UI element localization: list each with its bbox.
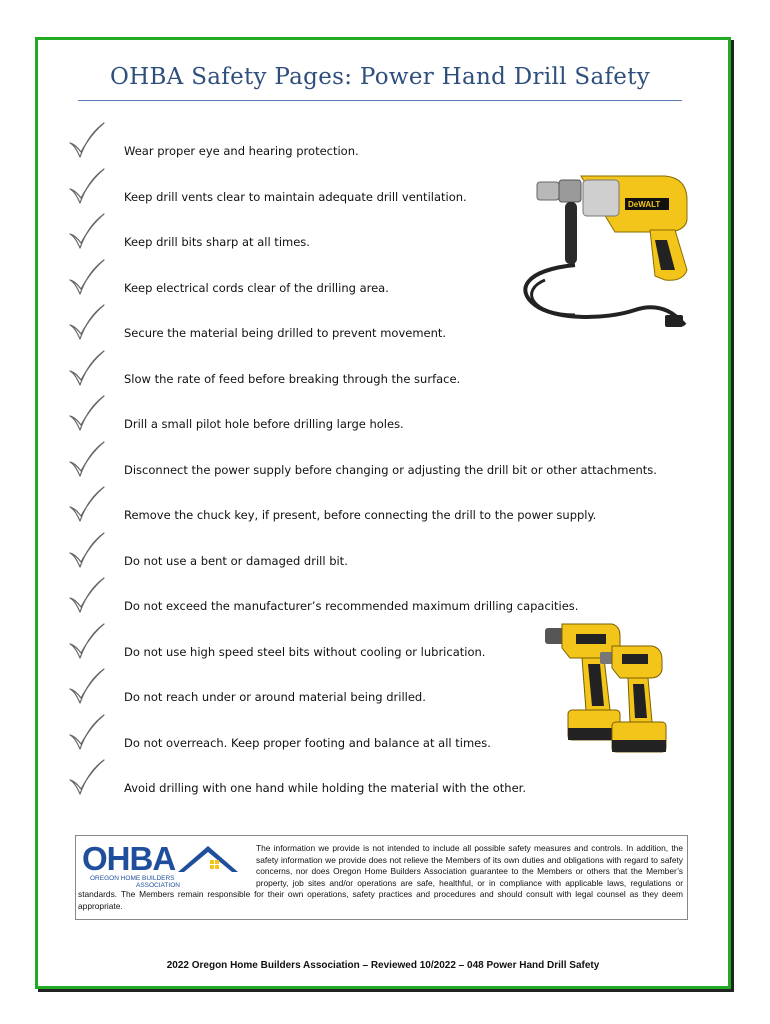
cordless-drills-image	[540, 618, 670, 758]
checkmark-icon	[66, 758, 106, 798]
page-footer: 2022 Oregon Home Builders Association – Reviewed 10/2022 – 048 Power Hand Drill Safety	[166, 960, 600, 971]
checklist-item-text: Do not use a bent or damaged drill bit.	[124, 553, 348, 568]
checkmark-icon	[66, 713, 106, 753]
checklist-item-text: Do not overreach. Keep proper footing and balance at all times.	[124, 735, 491, 750]
page-title: OHBA Safety Pages: Power Hand Drill Safety	[109, 64, 651, 90]
checkmark-icon	[66, 440, 106, 480]
checklist-item	[66, 349, 666, 389]
checkmark-icon	[66, 576, 106, 616]
checklist-item	[66, 576, 666, 616]
svg-text:ASSOCIATION: ASSOCIATION	[136, 882, 180, 889]
checkmark-icon	[66, 394, 106, 434]
checkmark-icon	[66, 167, 106, 207]
checklist-item-text: Do not exceed the manufacturer’s recommended maximum drilling capacities.	[124, 599, 579, 613]
checklist-item-text: Keep electrical cords clear of the drilling area.	[124, 280, 389, 295]
corded-drill-image	[515, 170, 695, 335]
checklist-item-text: Do not reach under or around material being drilled.	[124, 690, 426, 704]
checkmark-icon	[66, 303, 106, 343]
checklist-item	[66, 485, 666, 525]
checklist-item	[66, 121, 666, 161]
checklist-item-text: Avoid drilling with one hand while holding the material with the other.	[124, 781, 527, 795]
checkmark-icon	[66, 349, 106, 389]
checkmark-icon	[66, 531, 106, 571]
checkmark-icon	[66, 121, 106, 161]
checkmark-icon	[66, 212, 106, 252]
checklist-item-text: Disconnect the power supply before changing or adjusting the drill bit or other attachments.	[124, 462, 657, 477]
checklist-item-text: Drill a small pilot hole before drilling large holes.	[124, 417, 404, 431]
checkmark-icon	[66, 622, 106, 662]
checklist-item	[66, 758, 666, 798]
disclaimer-text: The information we provide is not intended to include all possible safety measures and controls. In addition, the safety information we provide does not relieve the Members of its own duties and obligations with regard to safety concerns, nor does Oregon Home Builders Association guarantee to the Members or others that the Member’s property, job sites and/or operations are safe, healthful, or in compliance with applicable laws, regulations or standards. The Members remain responsible for their own operations, safety practices and procedures and should consult with legal counsel as they deem appropriate.	[78, 843, 683, 911]
checkmark-icon	[66, 667, 106, 707]
checklist-item-text: Slow the rate of feed before breaking through the surface.	[124, 371, 461, 386]
checklist-item-text: Secure the material being drilled to prevent movement.	[124, 326, 447, 340]
checklist-item-text: Keep drill vents clear to maintain adequate drill ventilation.	[124, 189, 467, 204]
checklist-item-text: Do not use high speed steel bits without cooling or lubrication.	[124, 644, 486, 659]
svg-text:OREGON HOME BUILDERS: OREGON HOME BUILDERS	[90, 875, 175, 882]
checklist-item	[66, 394, 666, 434]
checkmark-icon	[66, 258, 106, 298]
checklist-item-text: Keep drill bits sharp at all times.	[124, 235, 310, 249]
drill-brand-label: DeWALT	[628, 200, 661, 209]
checklist-item	[66, 531, 666, 571]
checklist-item-text: Wear proper eye and hearing protection.	[124, 144, 359, 158]
checklist-item	[66, 440, 666, 480]
checkmark-icon	[66, 485, 106, 525]
svg-text:OHBA: OHBA	[82, 840, 176, 877]
checklist-item-text: Remove the chuck key, if present, before connecting the drill to the power supply.	[124, 508, 597, 522]
